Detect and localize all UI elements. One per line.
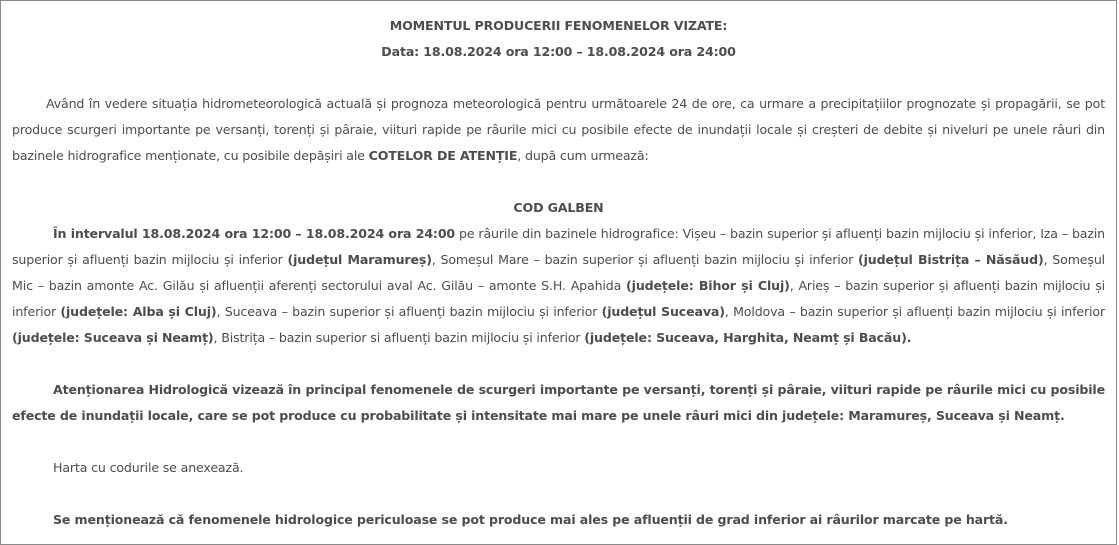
spacer	[12, 351, 1105, 377]
county-label: (județul Suceava)	[601, 304, 725, 319]
code-text: , Moldova – bazin superior și afluenți bazin mijlociu și inferior	[724, 304, 1105, 319]
county-label: (județele: Bihor și Cluj)	[626, 278, 790, 293]
code-text: pe râurile din bazinele hidrografice: Vișeu – bazin superior și afluenți bazin mijlociu și inferior, Iza – bazin superior și afluenți bazin mijlociu și inferior	[12, 226, 1105, 267]
code-text: , Bistrița – bazin superior si afluenți bazin mijlociu și inferior	[213, 330, 585, 345]
county-label: (județele: Alba și Cluj)	[60, 304, 217, 319]
intro-tail: , după cum urmează:	[517, 148, 649, 163]
spacer	[12, 169, 1105, 195]
annex-text: Harta cu codurile se anexează.	[53, 460, 244, 475]
intro-text: Având în vedere situația hidrometeorologică actuală și prognoza meteorologică pentru următoarele 24 de ore, ca urmare a precipitațiilor prognozate și propagării, se pot produce scurgeri importante pe versanți, torenți și pâraie, viituri rapide pe râurile mici cu posibile efecte de inundații locale și creșteri de debite și niveluri pe unele râuri din bazinele hidrografice menționate, cu posibile depășiri ale	[12, 96, 1105, 163]
intro-bold-text: COTELOR DE ATENȚIE	[368, 148, 518, 163]
note-text: Se menționează că fenomenele hidrologice periculoase se pot produce mai ales pe afluenții de grad inferior ai râurilor marcate pe hartă.	[53, 512, 1008, 527]
warning-paragraph	[12, 377, 1105, 429]
county-label: (județele: Suceava, Harghita, Neamț și Bacău).	[584, 330, 912, 345]
code-text: , Someșul Mic – bazin amonte Ac. Gilău și afluenții aferenți sectorului aval Ac. Gilău – amonte S.H. Apahida	[12, 252, 1105, 293]
intro-paragraph	[12, 91, 1105, 169]
county-label: (județul Maramureș)	[287, 252, 432, 267]
document-content	[12, 13, 1105, 533]
code-label: COD GALBEN	[513, 200, 604, 215]
county-label: (județele: Suceava și Neamț)	[12, 330, 214, 345]
note-paragraph	[12, 507, 1105, 533]
date-range: Data: 18.08.2024 ora 12:00 – 18.08.2024 ora 24:00	[381, 44, 736, 59]
county-label: (județul Bistrița – Năsăud)	[858, 252, 1044, 267]
spacer	[12, 429, 1105, 455]
code-text: , Suceava – bazin superior și afluenți bazin mijlociu și inferior	[216, 304, 602, 319]
spacer	[12, 481, 1105, 507]
code-text: , Someșul Mare – bazin superior și afluenți bazin mijlociu și inferior	[431, 252, 859, 267]
code-interval: În intervalul 18.08.2024 ora 12:00 – 18.08.2024 ora 24:00	[53, 226, 456, 241]
annex-paragraph	[12, 455, 1105, 481]
code-text: , Arieș – bazin superior și afluenți bazin mijlociu și inferior	[12, 278, 1106, 319]
code-paragraph	[12, 221, 1105, 351]
section-title: MOMENTUL PRODUCERII FENOMENELOR VIZATE:	[389, 18, 728, 33]
warning-text: Atenționarea Hidrologică vizează în principal fenomenele de scurgeri importante pe versanți, torenți și pâraie, viituri rapide pe râurile mici cu posibile efecte de inundații locale, care se pot produce cu probabilitate și intensitate mai mare pe unele râuri mici din județele: Maramureș, Suceava și Neamț.	[12, 382, 1105, 423]
spacer	[12, 65, 1105, 91]
